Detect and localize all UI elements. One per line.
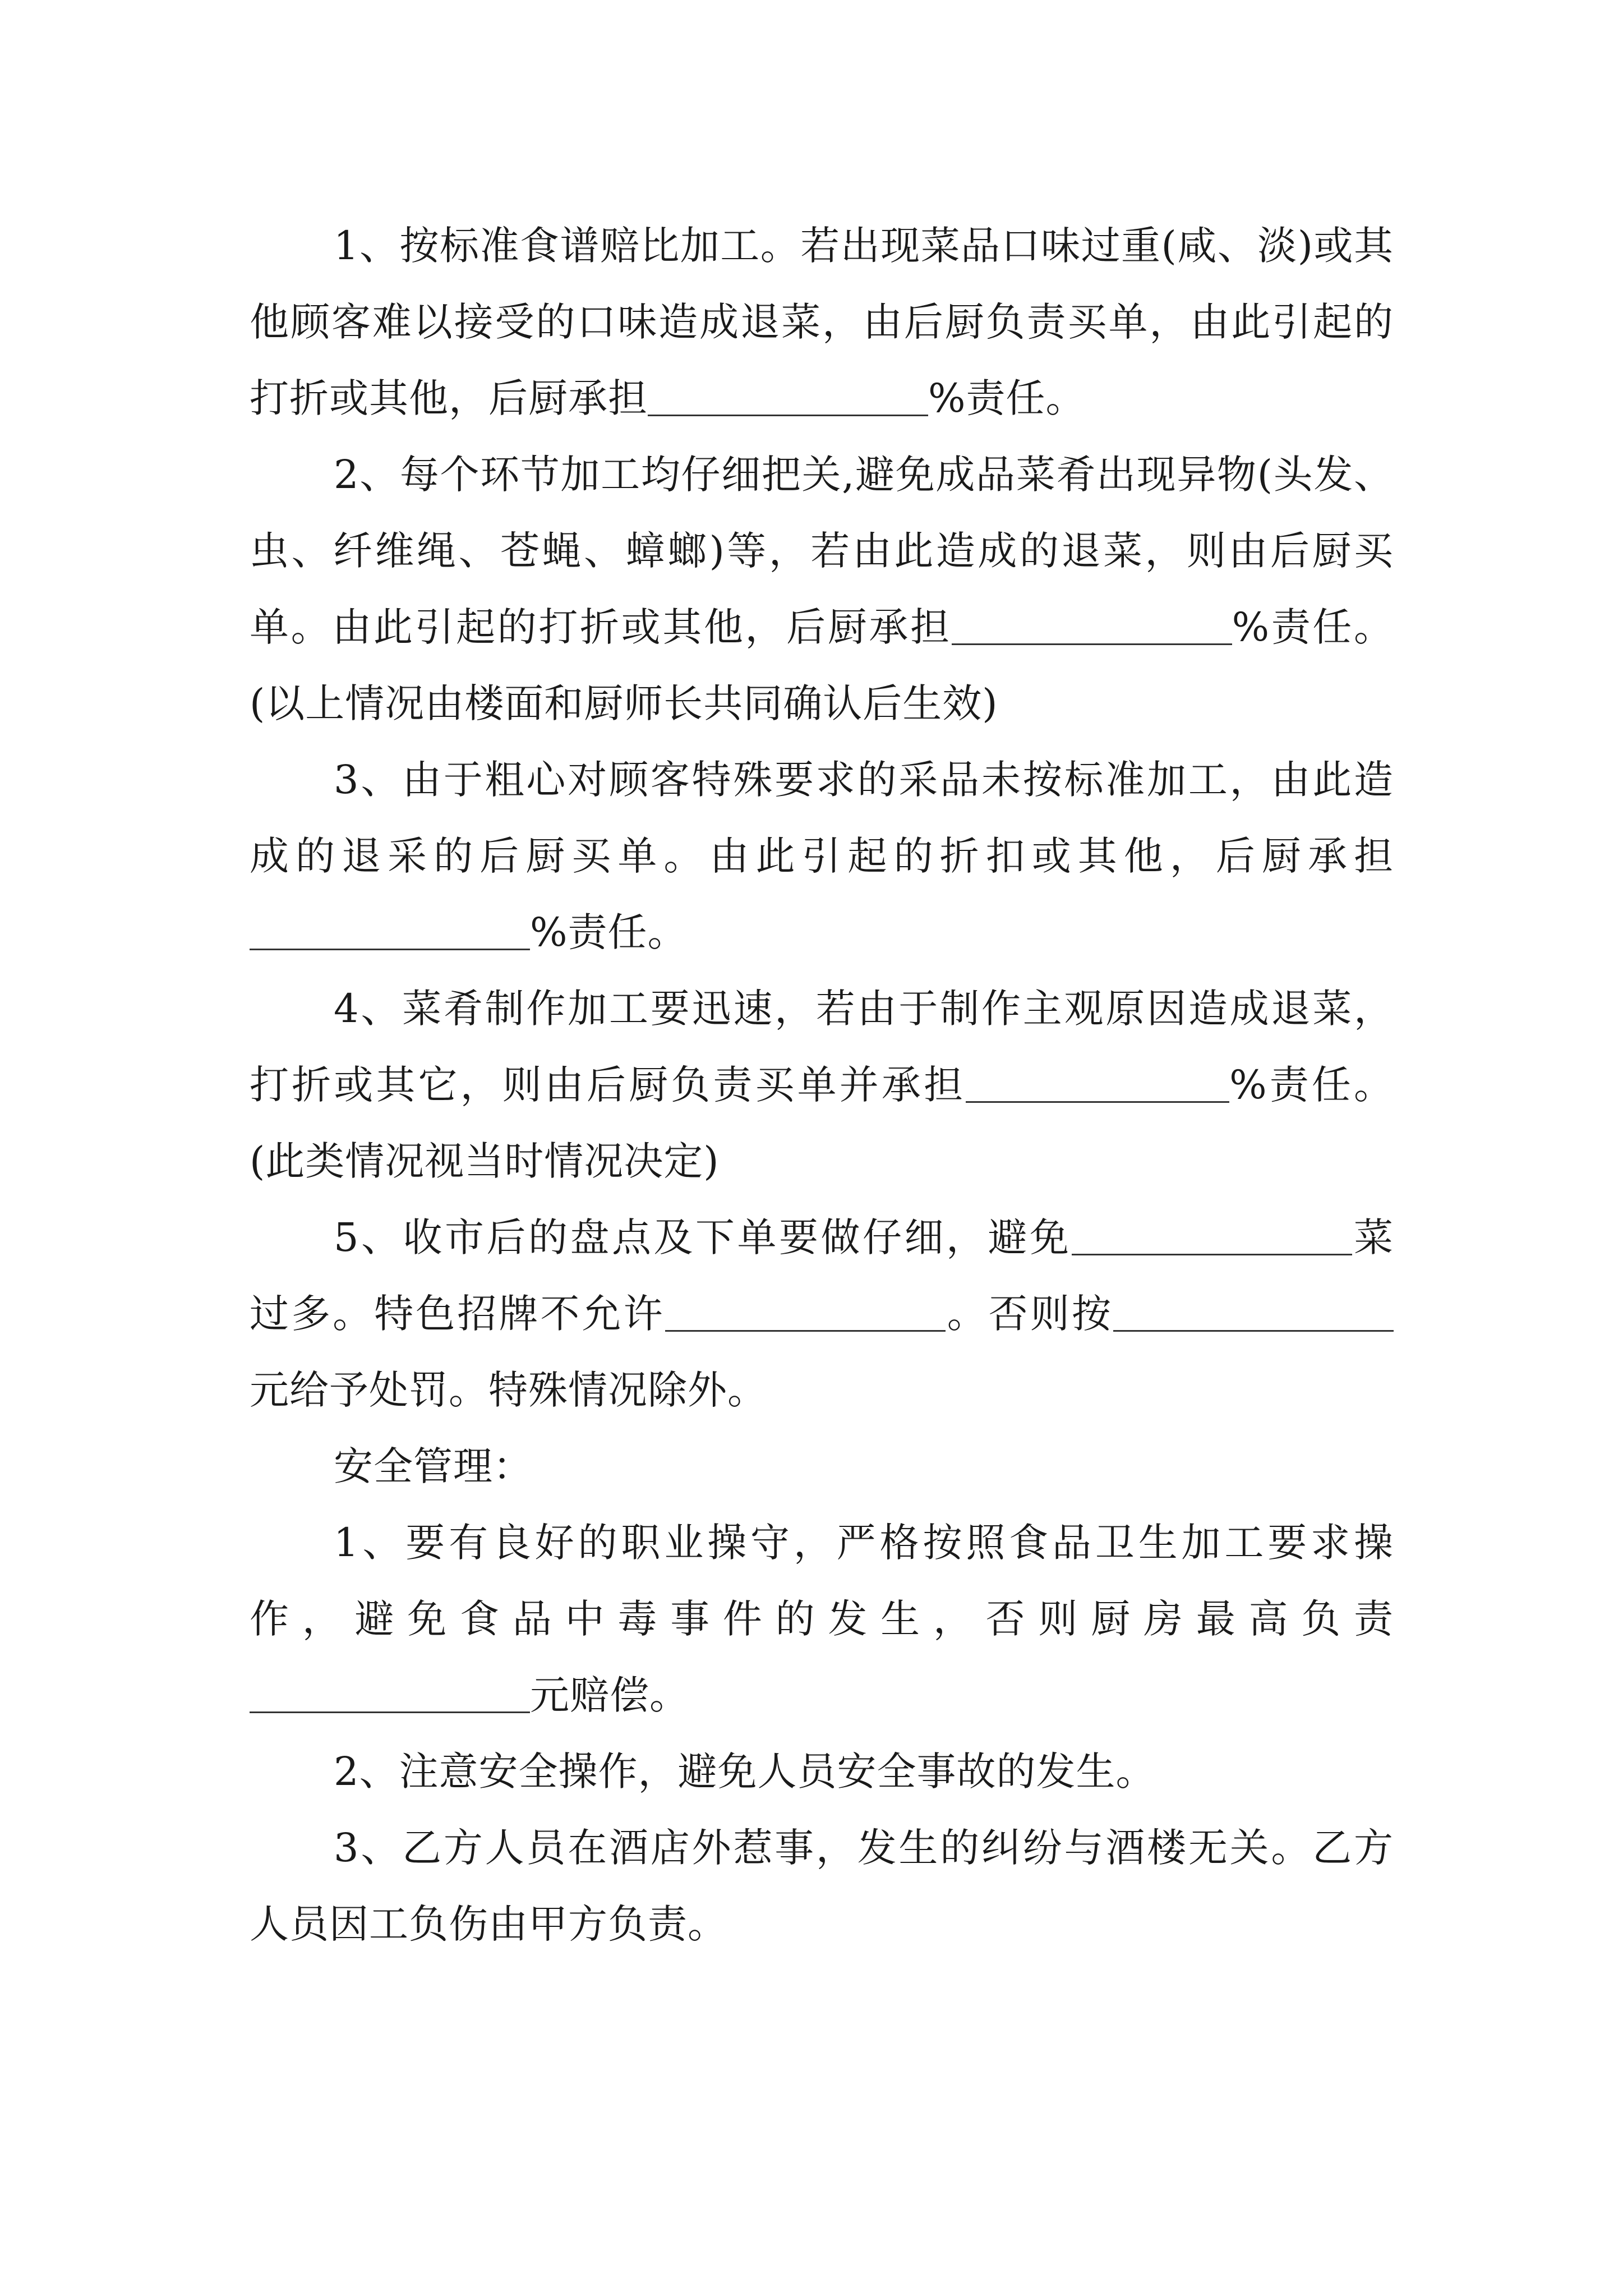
clause-4-suffix: %责任。(此类情况视当时情况决定) <box>250 1062 1394 1184</box>
document-page <box>250 208 1394 1962</box>
safety-clause-1 <box>250 1504 1394 1733</box>
safety-clause-3: 3、乙方人员在酒店外惹事，发生的纠纷与酒楼无关。乙方人员因工负伤由甲方负责。 <box>250 1825 1394 1947</box>
fill-blank <box>250 1672 530 1713</box>
clause-2 <box>250 436 1394 742</box>
clause-4-text: 4、菜肴制作加工要迅速，若由于制作主观原因造成退菜，打折或其它，则由后厨负责买单并承担 <box>250 986 1394 1108</box>
fill-blank <box>250 909 530 950</box>
fill-blank <box>952 604 1232 645</box>
clause-5-part4: 元给予处罚。特殊情况除外。 <box>250 1367 767 1413</box>
clause-5-part2: 菜过多。特色招牌不允许 <box>250 1214 1394 1337</box>
fill-blank <box>1072 1214 1352 1255</box>
safety-clause-2: 2、注意安全操作，避免人员安全事故的发生。 <box>334 1749 1156 1795</box>
clause-3-text: 3、由于粗心对顾客特殊要求的采品未按标准加工，由此造成的退采的后厨买单。由此引起的折扣或其他，后厨承担 <box>250 757 1394 879</box>
clause-4 <box>250 970 1394 1199</box>
fill-blank <box>966 1062 1229 1103</box>
fill-blank <box>665 1291 946 1332</box>
clause-1-suffix: %责任。 <box>928 375 1086 421</box>
clause-1 <box>250 208 1394 436</box>
safety-clause-1-text: 1、要有良好的职业操守，严格按照食品卫生加工要求操作，避免食品中毒事件的发生，否则厨房最高负责 <box>250 1520 1394 1642</box>
clause-5 <box>250 1199 1394 1428</box>
clause-5-part1: 5、收市后的盘点及下单要做仔细，避免 <box>334 1214 1072 1260</box>
clause-3-suffix: %责任。 <box>530 909 688 955</box>
clause-5-part3: 。否则按 <box>945 1291 1114 1337</box>
fill-blank <box>648 375 928 416</box>
clause-2-text: 2、每个环节加工均仔细把关,避免成品菜肴出现异物(头发、虫、纤维绳、苍蝇、蟑螂)等，若由此造成的退菜，则由后厨买单。由此引起的打折或其他，后厨承担 <box>250 452 1394 650</box>
clause-2-suffix: %责任。(以上情况由楼面和厨师长共同确认后生效) <box>250 604 1394 726</box>
safety-clause-1-suffix: 元赔偿。 <box>530 1672 689 1718</box>
section-heading-safety: 安全管理： <box>334 1443 533 1489</box>
fill-blank <box>1113 1291 1394 1332</box>
clause-1-text: 1、按标准食谱赔比加工。若出现菜品口味过重(咸、淡)或其他顾客难以接受的口味造成退菜，由后厨负责买单，由此引起的打折或其他，后厨承担 <box>250 223 1394 421</box>
clause-3 <box>250 742 1394 970</box>
